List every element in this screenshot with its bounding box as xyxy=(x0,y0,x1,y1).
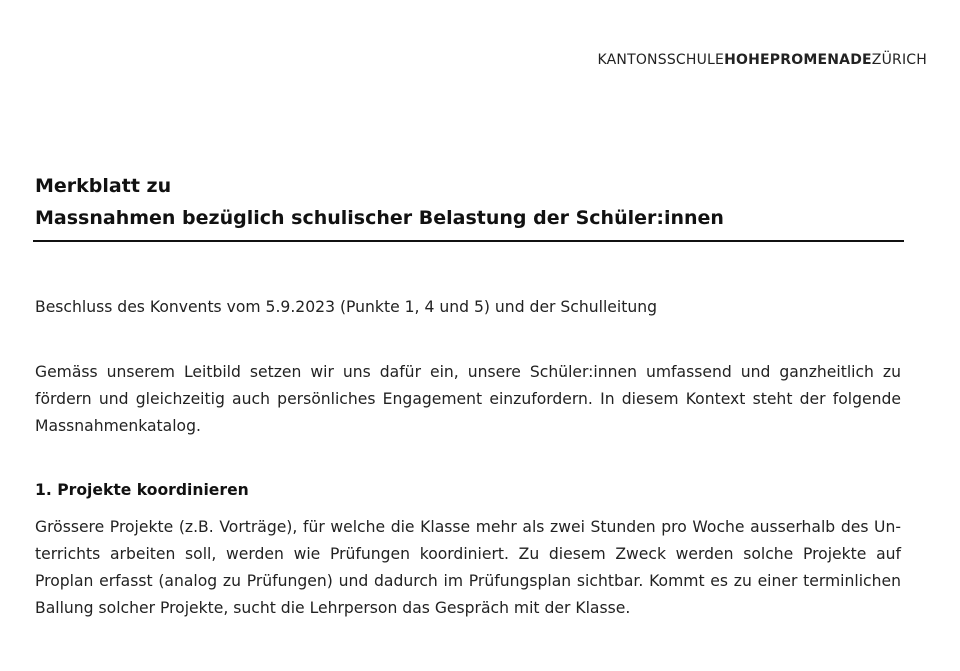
intro-paragraph: Gemäss unserem Leitbild setzen wir uns dafür ein, unsere Schüler:innen umfassend und ganzheitlich zu fördern und gleichzeitig auch persönliches Engagement einzufordern. In diesem Kontext steht der folgende Massnahmenkatalog. xyxy=(35,363,901,435)
logo-text-zuerich: ZÜRICH xyxy=(871,52,927,68)
title-line-1: Merkblatt zu xyxy=(35,175,172,197)
beschluss-paragraph: Beschluss des Konvents vom 5.9.2023 (Punkte 1, 4 und 5) und der Schulleitung xyxy=(35,298,658,316)
document-title xyxy=(33,170,904,242)
section-1-paragraph: Grössere Projekte (z.B. Vorträge), für welche die Klasse mehr als zwei Stunden pro Woche ausserhalb des Unterrichts arbeiten soll, werden wie Prüfungen koordiniert. Zu diesem Zweck werden solche Projekte auf Proplan erfasst (analog zu Prüfungen) und dadurch im Prüfungsplan sichtbar. Kommt es zu einer terminlichen Ballung solcher Projekte, sucht die Lehrperson das Gespräch mit der Klasse. xyxy=(35,518,901,617)
title-line-2: Massnahmen bezüglich schulischer Belastung der Schüler:innen xyxy=(35,207,724,229)
section-1-heading: 1. Projekte koordinieren xyxy=(35,481,249,499)
logo-text-hohepromenade: HOHEPROMENADE xyxy=(724,52,872,68)
school-logo xyxy=(598,52,928,68)
logo-text-kantonsschule: KANTONSSCHULE xyxy=(597,52,725,68)
